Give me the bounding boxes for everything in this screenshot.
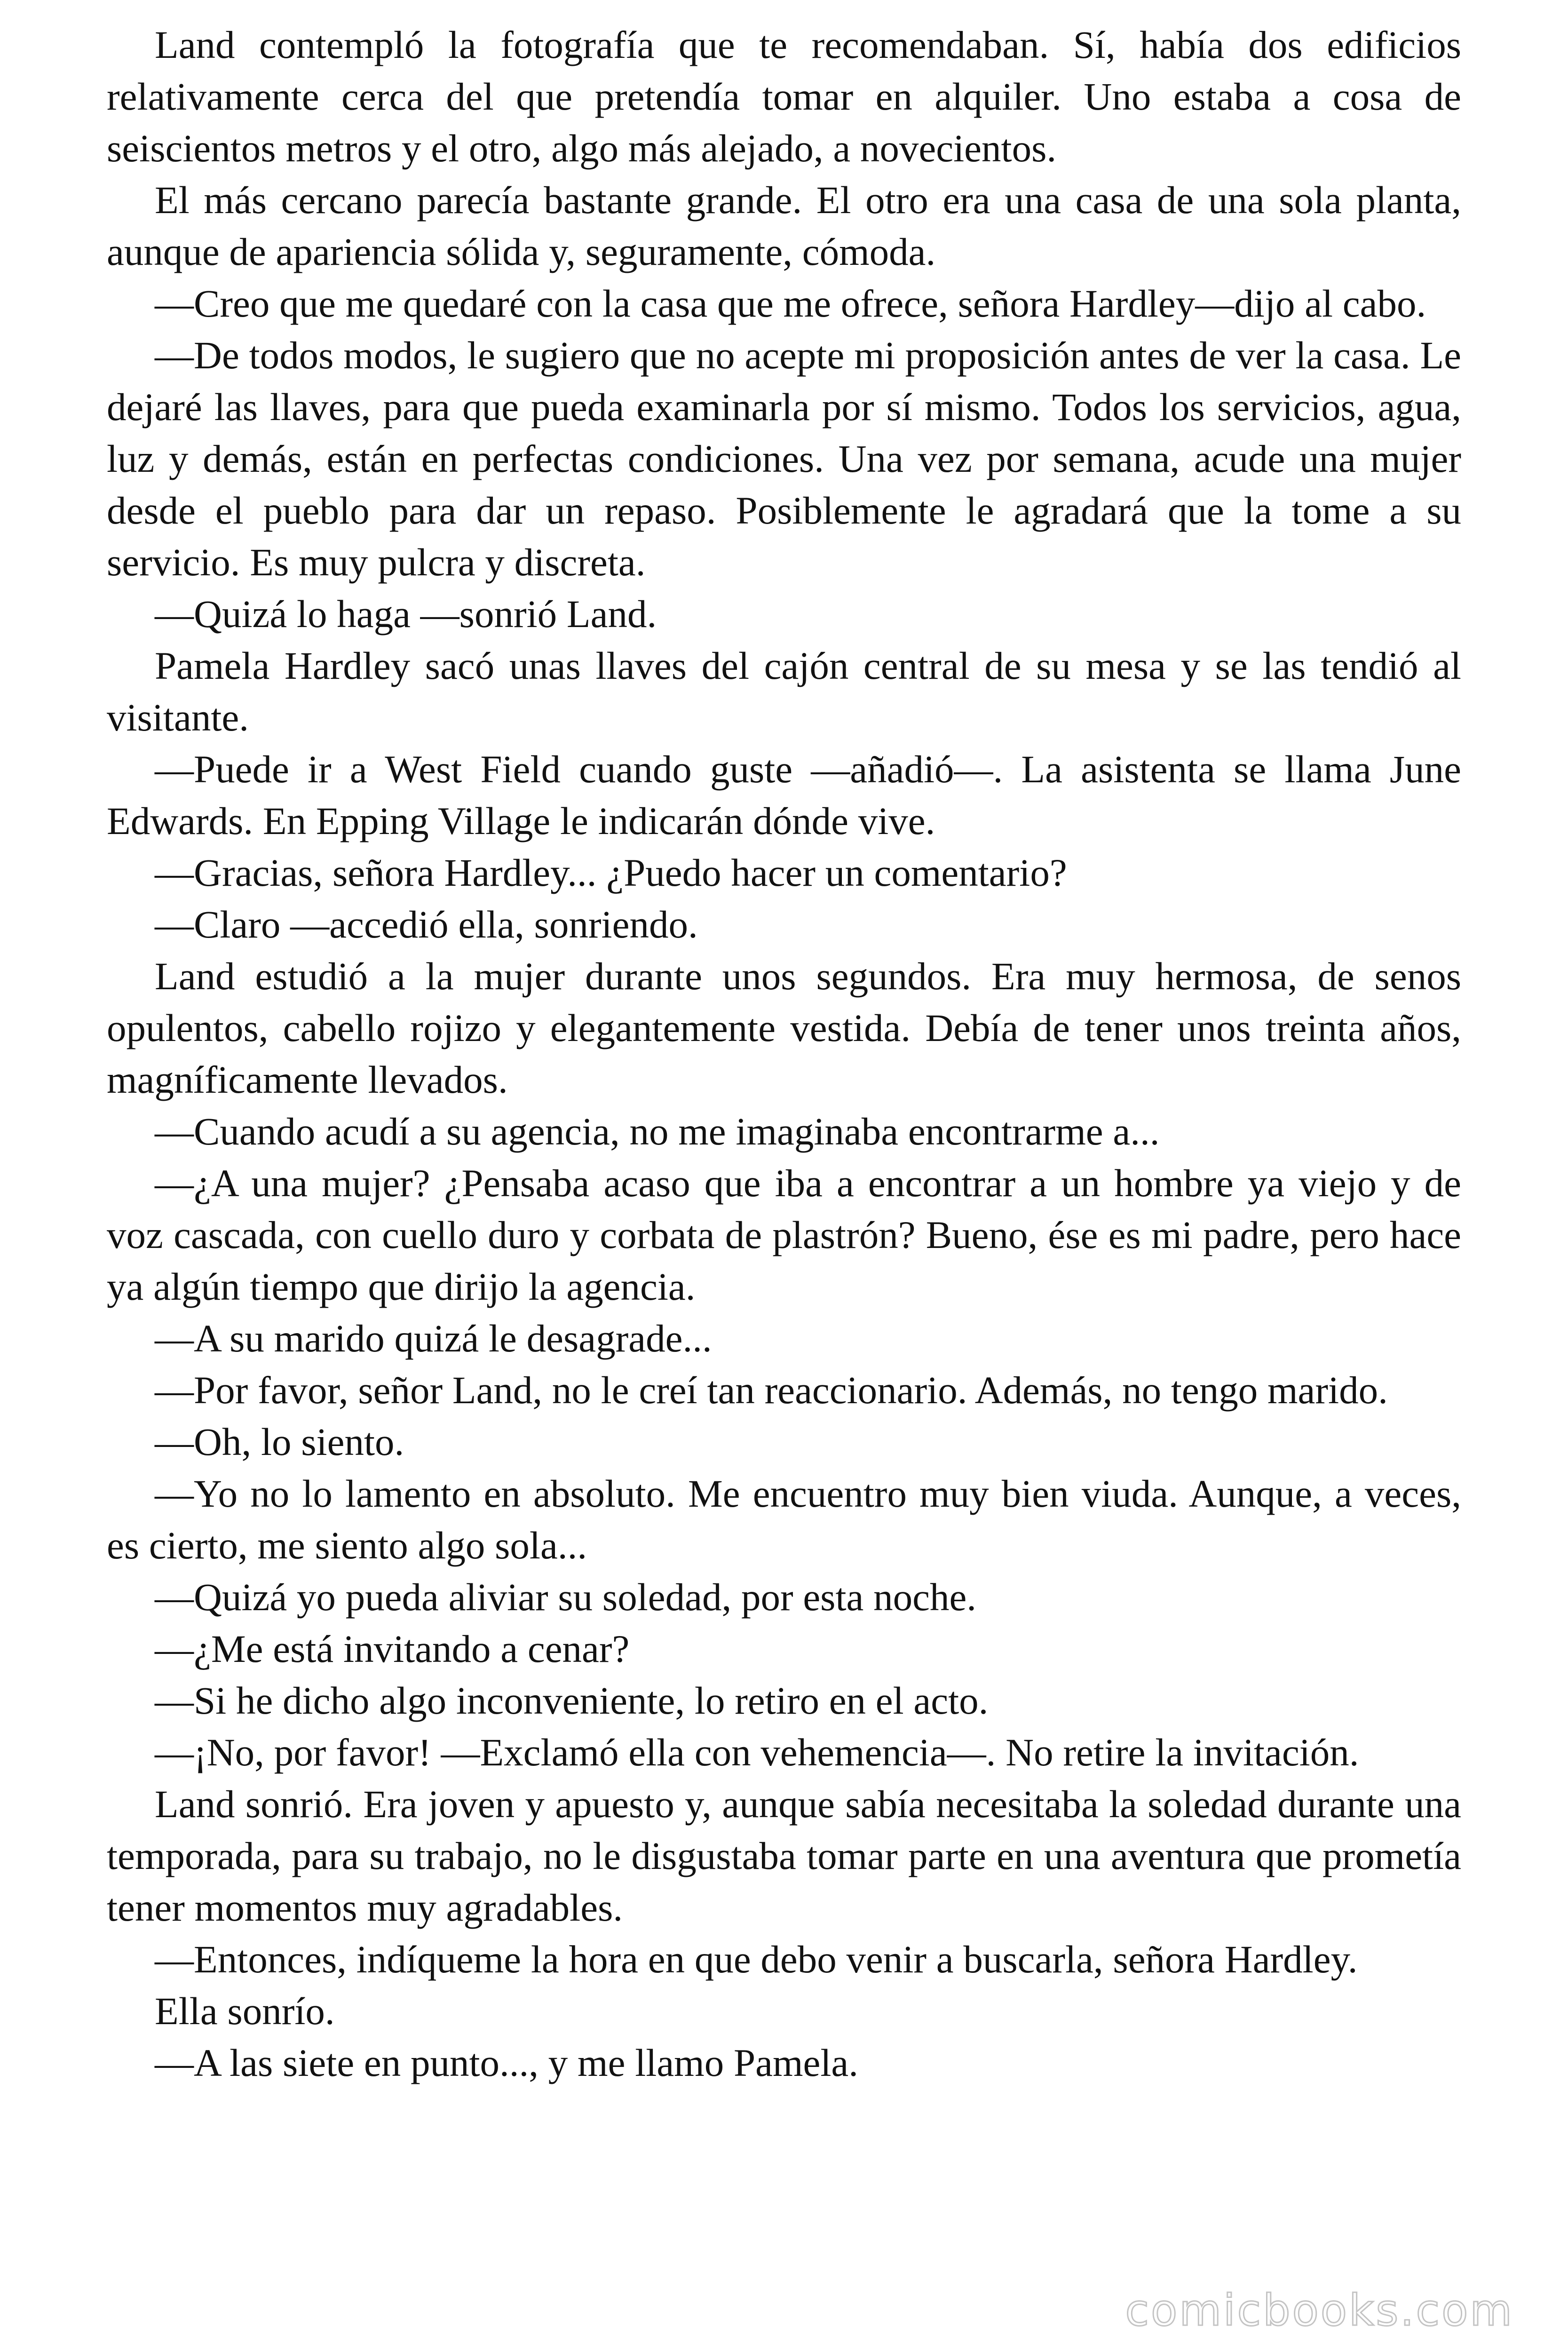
paragraph: —Por favor, señor Land, no le creí tan reaccionario. Además, no tengo marido. (155, 1368, 1388, 1412)
paragraph: —Yo no lo lamento en absoluto. Me encuentro muy bien viuda. Aunque, a veces, es cierto, me siento algo sola... (107, 1472, 1461, 1567)
paragraph: Land sonrió. Era joven y apuesto y, aunque sabía necesitaba la soledad durante una temporada, para su trabajo, no le disgustaba tomar parte en una aventura que prometía tener momentos muy agradables. (107, 1782, 1461, 1929)
paragraph: —Claro —accedió ella, sonriendo. (155, 903, 698, 946)
paragraph: —Entonces, indíqueme la hora en que debo venir a buscarla, señora Hardley. (155, 1938, 1358, 1981)
paragraph: —Creo que me quedaré con la casa que me ofrece, señora Hardley—dijo al cabo. (155, 282, 1426, 325)
paragraph: —¿A una mujer? ¿Pensaba acaso que iba a encontrar a un hombre ya viejo y de voz cascada, con cuello duro y corbata de plastrón? Bueno, ése es mi padre, pero hace ya algún tiempo que dirijo la agencia. (107, 1161, 1461, 1308)
paragraph: Land estudió a la mujer durante unos segundos. Era muy hermosa, de senos opulentos, cabello rojizo y elegantemente vestida. Debía de tener unos treinta años, magníficamente llevados. (107, 954, 1461, 1101)
paragraph: —De todos modos, le sugiero que no acepte mi proposición antes de ver la casa. Le dejaré las llaves, para que pueda examinarla por sí mismo. Todos los servicios, agua, luz y demás, están en perfectas condiciones. Una vez por semana, acude una mujer desde el pueblo para dar un repaso. Posiblemente le agradará que la tome a su servicio. Es muy pulcra y discreta. (107, 334, 1461, 584)
document-page (107, 19, 1461, 2089)
paragraph: —Gracias, señora Hardley... ¿Puedo hacer un comentario? (155, 851, 1067, 894)
paragraph: —Quizá lo haga —sonrió Land. (155, 592, 657, 636)
paragraph: —Cuando acudí a su agencia, no me imaginaba encontrarme a... (155, 1110, 1160, 1153)
paragraph: —¡No, por favor! —Exclamó ella con vehemencia—. No retire la invitación. (155, 1731, 1359, 1774)
paragraph: Ella sonrío. (155, 1989, 335, 2033)
paragraph: —Quizá yo pueda aliviar su soledad, por esta noche. (155, 1575, 977, 1619)
paragraph: —Puede ir a West Field cuando guste —añadió—. La asistenta se llama June Edwards. En Epping Village le indicarán dónde vive. (107, 747, 1461, 842)
paragraph: —Si he dicho algo inconveniente, lo retiro en el acto. (155, 1679, 989, 1722)
paragraph: El más cercano parecía bastante grande. El otro era una casa de una sola planta, aunque de apariencia sólida y, seguramente, cómoda. (107, 178, 1461, 273)
paragraph: Pamela Hardley sacó unas llaves del cajón central de su mesa y se las tendió al visitante. (107, 644, 1461, 739)
paragraph: Land contempló la fotografía que te recomendaban. Sí, había dos edificios relativamente cerca del que pretendía tomar en alquiler. Uno estaba a cosa de seiscientos metros y el otro, algo más alejado, a novecientos. (107, 23, 1461, 170)
watermark: comicbooks.com (1125, 2285, 1514, 2336)
paragraph: —A las siete en punto..., y me llamo Pamela. (155, 2041, 859, 2084)
paragraph: —Oh, lo siento. (155, 1420, 404, 1463)
paragraph: —¿Me está invitando a cenar? (155, 1627, 630, 1670)
paragraph: —A su marido quizá le desagrade... (155, 1317, 712, 1360)
